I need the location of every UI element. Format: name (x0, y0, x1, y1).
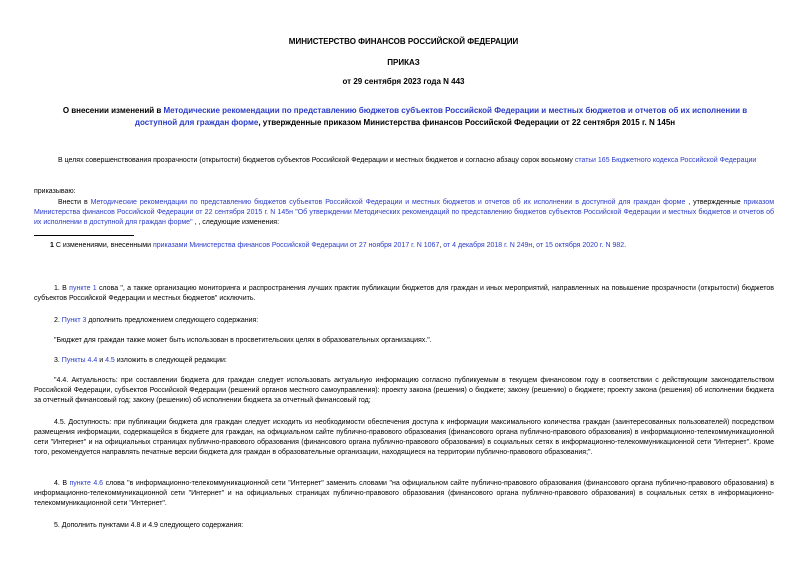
footnote-link-1067[interactable]: приказами Министерства финансов Российской Федерации от 27 ноября 2017 г. N 1067 (152, 242, 440, 249)
title-text-2: , утвержденные приказом Министерства финансов Российской Федерации от 22 сентября 2015 г. N 145н (258, 118, 676, 127)
footnote-sep-2: , (532, 242, 537, 249)
amendment-paragraph (34, 198, 774, 228)
footnote-separator (34, 235, 134, 236)
date-number-heading: от 29 сентября 2023 года N 443 (342, 77, 465, 86)
item-1-link[interactable]: пункте 1 (69, 285, 97, 292)
order-word: приказываю: (34, 188, 76, 195)
title-text-1: О внесении изменений в (62, 106, 164, 115)
item-4-link[interactable]: пункте 4.6 (69, 480, 104, 487)
item-2 (34, 316, 774, 326)
item-3 (34, 356, 774, 366)
footnote-text-1: С изменениями, внесенными (55, 242, 153, 249)
footnote (50, 241, 770, 251)
ministry-heading: МИНИСТЕРСТВО ФИНАНСОВ РОССИЙСКОЙ ФЕДЕРАЦИИ (288, 37, 519, 46)
item-2-prefix: 2. (54, 317, 62, 324)
amend-text-1: Внести в (58, 199, 91, 206)
item-2-text: дополнить предложением следующего содержания: (86, 317, 259, 324)
footnote-end: . (624, 242, 627, 249)
budget-code-link[interactable]: статьи 165 Бюджетного кодекса Российской Федерации (574, 157, 757, 164)
item-3-text: изложить в следующей редакции: (114, 357, 227, 364)
preamble-text: В целях совершенствования прозрачности (открытости) бюджетов субъектов Российской Федерации и местных бюджетов и согласно абзацу сорок восьмому (58, 157, 575, 164)
quote-4-4: "4.4. Актуальность: при составлении бюджета для граждан следует использовать актуальную информацию согласно публикуемым в текущем финансовом году в соответствии с действующим законодательством Российской Федерации, субъектов Российской Федерации (решений органов местного самоуправления): проекту закона (решения) о бюджете; закону (решению) о бюджете; проекту закона (решения) об исполнении бюджета за отчетный финансовый год; закону (решению) об исполнении бюджета за отчетный финансовый год; (34, 377, 774, 404)
item-3-link-4-5[interactable]: 4.5 (105, 357, 115, 364)
amend-text-2: , утвержденные (685, 199, 744, 206)
amend-link-guidelines[interactable]: Методические рекомендации по представлению бюджетов субъектов Российской Федерации и местных бюджетов и отчетов об их исполнении в доступной для граждан форме (90, 199, 686, 206)
document-title (60, 105, 750, 129)
item-4-text: слова "в информационно-телекоммуникационной сети "Интернет" заменить словами "на официальном сайте публично-правового образования (финансового органа публично-правового образования) в информационно-телекоммуникационной сети "Интернет" и на официальных страницах публично-правового образования (финансового органа публично-правового образования) в социальных сетях в информационно-телекоммуникационной сети "Интернет". (34, 480, 774, 507)
doc-type-heading: ПРИКАЗ (387, 58, 420, 67)
footnote-mark: 1 (50, 242, 54, 249)
item-4 (34, 479, 774, 509)
preamble-paragraph (34, 156, 774, 166)
footnote-link-982[interactable]: от 15 октября 2020 г. N 982 (536, 242, 625, 249)
amend-link-order-145n[interactable]: приказом Министерства финансов Российской Федерации от 22 сентября 2015 г. N 145н "Об утверждении Методических рекомендаций по представлению бюджетов субъектов Российской Федерации и местных бюджетов и отчетов об их исполнении в доступной для граждан форме" (34, 199, 775, 226)
item-3-link-4-4[interactable]: Пункты 4.4 (61, 357, 98, 364)
item-3-and: и (97, 357, 106, 364)
item-2-link[interactable]: Пункт 3 (61, 317, 87, 324)
footnote-sep-1: , (439, 242, 444, 249)
item-5: 5. Дополнить пунктами 4.8 и 4.9 следующего содержания: (54, 522, 244, 529)
item-3-prefix: 3. (54, 357, 62, 364)
item-1 (34, 284, 774, 304)
title-link-guidelines[interactable]: Методические рекомендации по представлению бюджетов субъектов Российской Федерации и местных бюджетов и отчетов об их исполнении в доступной для граждан форме (134, 106, 748, 127)
amend-text-3: , , следующие изменения: (192, 219, 280, 226)
item-1-text: слова ", а также организацию мониторинга и распространения лучших практик публикации бюджетов для граждан и иных мероприятий, направленных на повышение прозрачности (открытости) бюджетов субъектов Российской Федерации и местных бюджетов" исключить. (34, 285, 775, 302)
item-4-prefix: 4. В (54, 480, 70, 487)
item-1-prefix: 1. В (54, 285, 70, 292)
quote-4-5: 4.5. Доступность: при публикации бюджета для граждан следует исходить из необходимости обеспечения доступа к информации максимального количества граждан (заинтересованных пользователей) посредством размещения информации, содержащейся в бюджете для граждан, на официальном сайте публично-правового образования (финансового органа публично-правового образования) в информационно-телекоммуникационной сети "Интернет" и на официальных страницах публично-правового образования (финансового органа публично-правового образования) в социальных сетях в информационно-телекоммуникационной сети "Интернет". Кроме того, рекомендуется направлять печатные версии бюджета для граждан в образовательные организации, находящиеся на территории публично-правового образования;". (34, 419, 774, 456)
footnote-link-249n[interactable]: от 4 декабря 2018 г. N 249н (443, 242, 533, 249)
item-2-quote: "Бюджет для граждан также может быть использован в просветительских целях в образовательных организациях.". (54, 337, 432, 344)
